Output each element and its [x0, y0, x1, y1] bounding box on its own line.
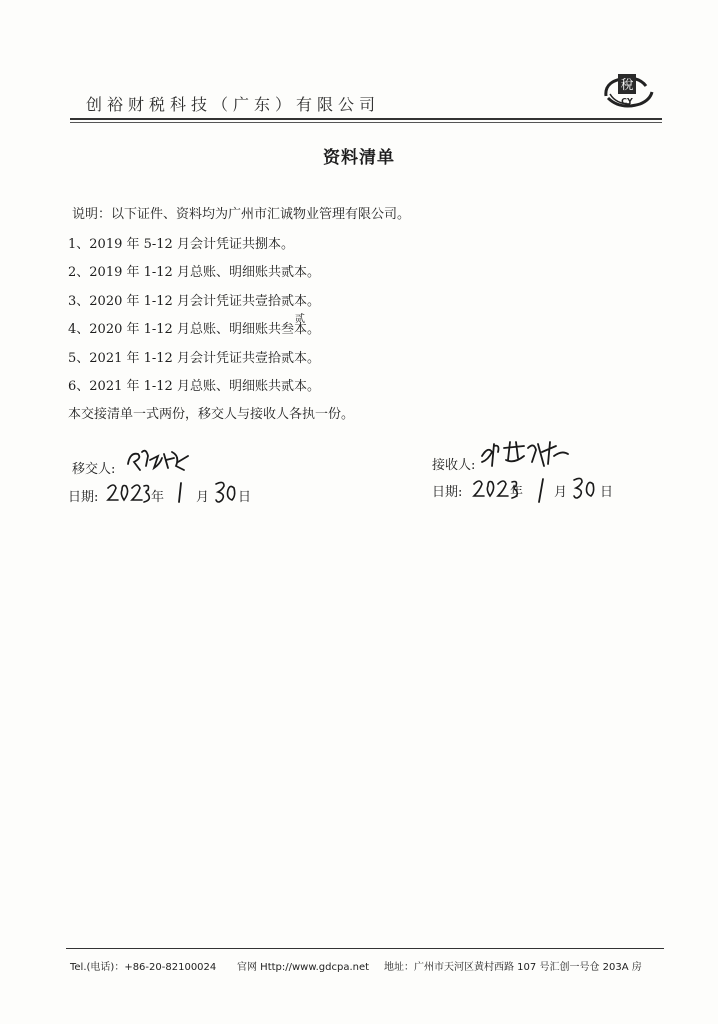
company-logo-icon: [600, 70, 656, 114]
list-item: 5、2021 年 1-12 月会计凭证共壹拾贰本。: [68, 351, 320, 366]
transferor-date-month: [174, 480, 186, 506]
logo-mark: 稅: [620, 78, 634, 93]
day-label: 日: [238, 490, 252, 505]
receiver-label: 接收人:: [432, 458, 476, 473]
list-item: 1、2019 年 5-12 月会计凭证共捌本。: [68, 237, 294, 252]
logo-letters: CY: [621, 97, 633, 106]
list-item: 6、2021 年 1-12 月总账、明细账共贰本。: [68, 379, 320, 394]
year-label: 年: [510, 485, 524, 500]
footer-rule: [66, 948, 664, 949]
list-item: 2、2019 年 1-12 月总账、明细账共贰本。: [68, 265, 320, 280]
transferor-signature: [124, 446, 192, 476]
transferor-date-year: [106, 480, 152, 506]
closing-text: 本交接清单一式两份，移交人与接收人各执一份。: [68, 407, 355, 422]
transferor-date-day: [214, 478, 240, 506]
footer-website: 官网 Http://www.gdcpa.net: [237, 962, 370, 973]
receiver-date-label: 日期:: [432, 485, 463, 500]
list-item: 3、2020 年 1-12 月会计凭证共壹拾贰本。: [68, 294, 320, 309]
transferor-label: 移交人:: [72, 462, 116, 477]
handwritten-correction: 贰: [295, 314, 305, 325]
list-item: 4、2020 年 1-12 月总账、明细账共叁本。: [68, 322, 320, 337]
footer-address: 地址：广州市天河区黄村西路 107 号汇创一号仓 203A 房: [384, 962, 642, 973]
receiver-date-month: [534, 476, 548, 506]
company-name: 创裕财税科技（广东）有限公司: [86, 95, 381, 114]
receiver-date-day: [572, 474, 600, 502]
year-label: 年: [151, 490, 165, 505]
receiver-signature: [478, 438, 570, 472]
transferor-date-label: 日期:: [68, 490, 99, 505]
header-rule-thin: [70, 122, 662, 123]
page-title: 资料清单: [323, 148, 395, 168]
footer-tel: Tel.(电话)：+86-20-82100024: [70, 962, 217, 973]
day-label: 日: [600, 485, 614, 500]
header-rule: [70, 118, 662, 120]
month-label: 月: [554, 485, 568, 500]
note-text: 说明：以下证件、资料均为广州市汇诚物业管理有限公司。: [72, 207, 411, 222]
month-label: 月: [196, 490, 210, 505]
